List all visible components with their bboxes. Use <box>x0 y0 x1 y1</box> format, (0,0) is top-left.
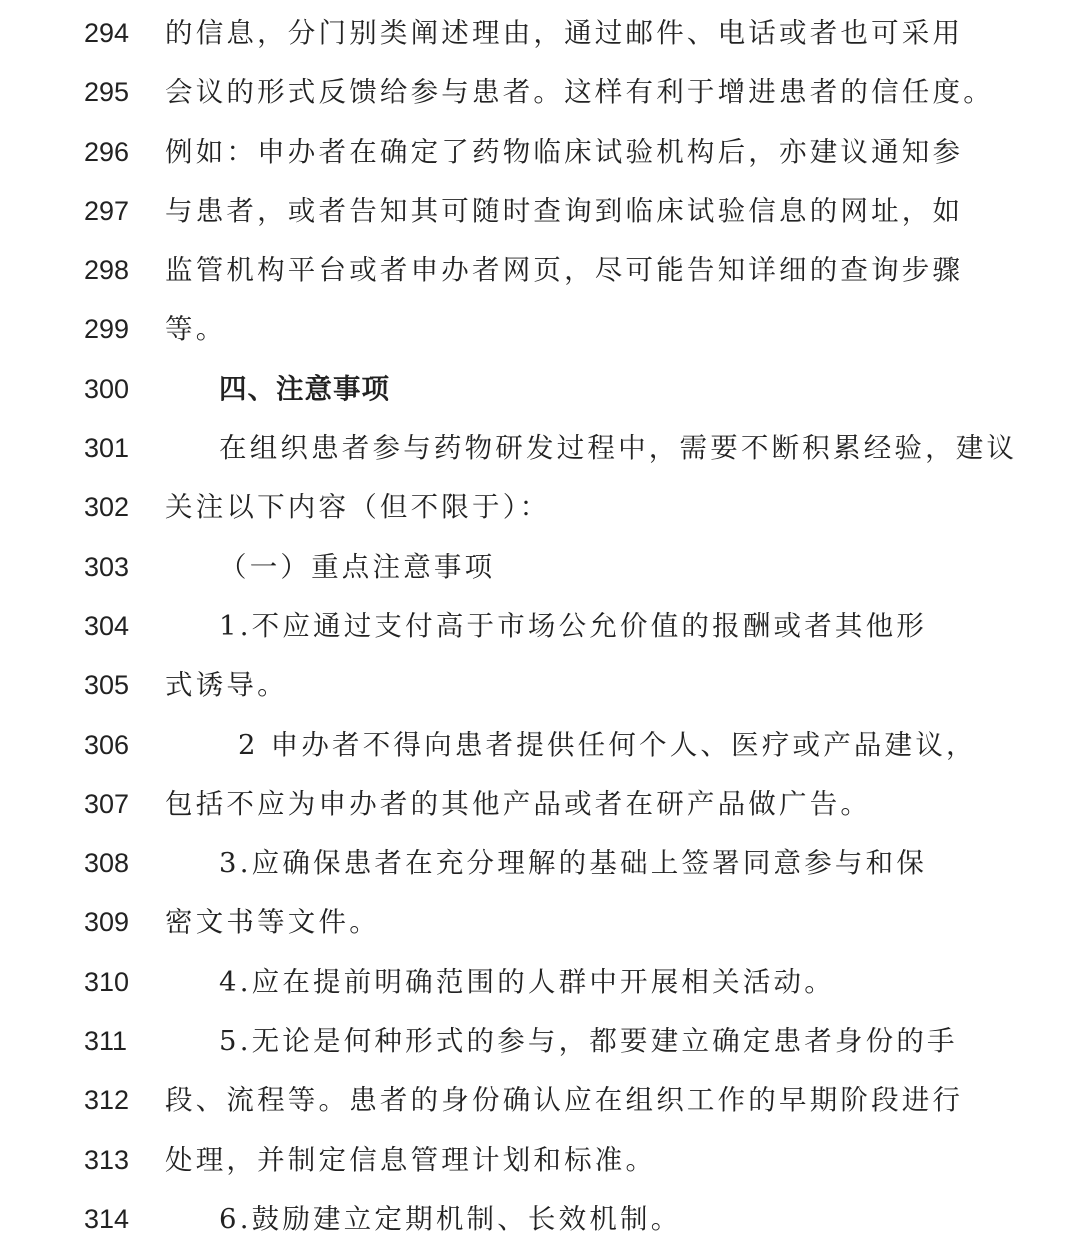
text-line <box>0 123 1080 182</box>
line-number: 299 <box>84 314 130 345</box>
line-number: 307 <box>84 788 130 819</box>
line-text: 6.鼓励建立定期机制、长效机制。 <box>219 1202 682 1235</box>
text-line <box>0 1190 1080 1249</box>
line-text: 例如：申办者在确定了药物临床试验机构后，亦建议通知参 <box>165 135 964 168</box>
line-number: 296 <box>84 136 130 167</box>
line-number: 301 <box>84 433 130 464</box>
line-number: 295 <box>84 77 130 108</box>
document-page <box>0 4 1080 1249</box>
text-line <box>0 834 1080 893</box>
line-number: 314 <box>84 1203 130 1234</box>
line-text: 4.应在提前明确范围的人群中开展相关活动。 <box>219 965 835 998</box>
line-number: 306 <box>84 729 130 760</box>
line-text: 在组织患者参与药物研发过程中，需要不断积累经验，建议 <box>219 432 1018 465</box>
text-line <box>0 478 1080 537</box>
line-text: 会议的形式反馈给参与患者。这样有利于增进患者的信任度。 <box>165 76 994 109</box>
text-line <box>0 775 1080 834</box>
text-line <box>0 419 1080 478</box>
text-line <box>0 241 1080 300</box>
line-number: 298 <box>84 255 130 286</box>
text-line <box>0 182 1080 241</box>
text-line <box>0 1071 1080 1130</box>
line-number: 309 <box>84 907 130 938</box>
line-text: 密文书等文件。 <box>165 906 380 939</box>
line-text: 的信息，分门别类阐述理由，通过邮件、电话或者也可采用 <box>165 17 964 49</box>
line-number: 302 <box>84 492 130 523</box>
text-line <box>0 597 1080 656</box>
text-line <box>0 360 1080 419</box>
line-text: 2 申办者不得向患者提供任何个人、医疗或产品建议， <box>238 728 977 761</box>
line-number: 311 <box>84 1026 128 1057</box>
text-line <box>0 4 1080 63</box>
line-text: 关注以下内容（但不限于）： <box>165 491 551 524</box>
line-number: 300 <box>84 373 130 404</box>
text-line <box>0 656 1080 715</box>
text-line <box>0 300 1080 359</box>
text-line <box>0 893 1080 952</box>
line-number: 305 <box>84 670 130 701</box>
text-line <box>0 953 1080 1012</box>
line-text: 监管机构平台或者申办者网页，尽可能告知详细的查询步骤 <box>165 254 964 287</box>
text-line <box>0 1012 1080 1071</box>
text-line <box>0 1131 1080 1190</box>
line-text: 处理，并制定信息管理计划和标准。 <box>165 1143 657 1176</box>
line-number: 297 <box>84 195 130 226</box>
line-text: 段、流程等。患者的身份确认应在组织工作的早期阶段进行 <box>165 1084 964 1117</box>
text-line <box>0 63 1080 122</box>
text-line <box>0 716 1080 775</box>
subsection-heading: （一）重点注意事项 <box>219 550 496 583</box>
line-text: 1.不应通过支付高于市场公允价值的报酬或者其他形 <box>219 609 928 642</box>
section-heading: 四、注意事项 <box>219 372 390 405</box>
line-number: 313 <box>84 1144 130 1175</box>
line-number: 308 <box>84 848 130 879</box>
line-text: 与患者，或者告知其可随时查询到临床试验信息的网址，如 <box>165 194 964 227</box>
line-number: 310 <box>84 966 130 997</box>
line-number: 303 <box>84 551 130 582</box>
line-text: 3.应确保患者在充分理解的基础上签署同意参与和保 <box>219 847 928 880</box>
line-text: 包括不应为申办者的其他产品或者在研产品做广告。 <box>165 787 872 820</box>
line-number: 304 <box>84 610 130 641</box>
line-text: 式诱导。 <box>165 669 288 702</box>
line-number: 312 <box>84 1085 130 1116</box>
line-number: 294 <box>84 18 130 48</box>
line-text: 等。 <box>165 313 227 346</box>
line-text: 5.无论是何种形式的参与，都要建立确定患者身份的手 <box>219 1025 958 1058</box>
text-line <box>0 538 1080 597</box>
